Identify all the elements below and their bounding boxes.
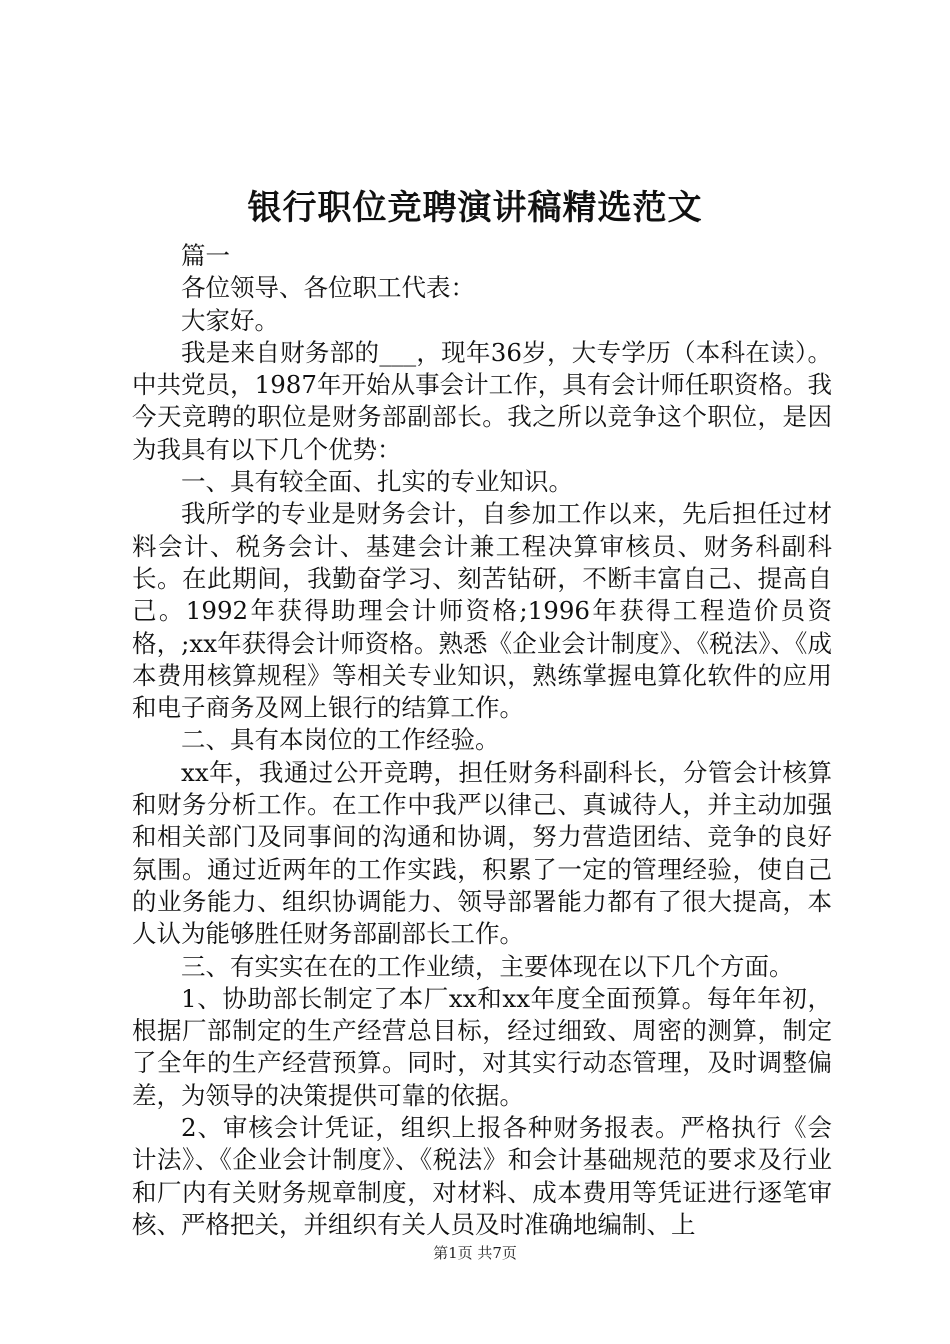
paragraph-experience: xx年，我通过公开竞聘，担任财务科副科长，分管会计核算和财务分析工作。在工作中我严以律己、真诚待人，并主动加强和相关部门及同事间的沟通和协调，努力营造团结、竞争的良好氛围。通过近两年的工作实践，积累了一定的管理经验，使自己的业务能力、组织协调能力、领导部署能力都有了很大提高，本人认为能够胜任财务部副部长工作。 bbox=[132, 757, 832, 949]
paragraph-salutation: 各位领导、各位职工代表： bbox=[181, 273, 475, 303]
paragraph-achievement-audit: 2、审核会计凭证，组织上报各种财务报表。严格执行《会计法》、《企业会计制度》、《税法》和会计基础规范的要求及行业和厂内有关财务规章制度，对材料、成本费用等凭证进行逐笔审核、严格把关，并组织有关人员及时准确地编制、上 bbox=[132, 1113, 832, 1239]
document-body bbox=[132, 240, 832, 1241]
paragraph-knowledge: 我所学的专业是财务会计，自参加工作以来，先后担任过材料会计、税务会计、基建会计兼工程决算审核员、财务科副科长。在此期间，我勤奋学习、刻苦钻研，不断丰富自己、提高自己。1992年获得助理会计师资格;1996年获得工程造价员资格，;xx年获得会计师资格。熟悉《企业会计制度》、《税法》、《成本费用核算规程》等相关专业知识，熟练掌握电算化软件的应用和电子商务及网上银行的结算工作。 bbox=[132, 499, 832, 723]
document-title: 银行职位竞聘演讲稿精选范文 bbox=[247, 188, 703, 228]
paragraph-heading-experience: 二、具有本岗位的工作经验。 bbox=[181, 725, 500, 755]
paragraph-achievement-budget: 1、协助部长制定了本厂xx和xx年度全面预算。每年年初，根据厂部制定的生产经营总目标，经过细致、周密的测算，制定了全年的生产经营预算。同时，对其实行动态管理，及时调整偏差，为领导的决策提供可靠的依据。 bbox=[132, 983, 832, 1110]
paragraph-section-label: 篇一 bbox=[181, 241, 230, 270]
paragraph-heading-knowledge: 一、具有较全面、扎实的专业知识。 bbox=[181, 467, 573, 497]
paragraph-heading-achievements: 三、有实实在在的工作业绩，主要体现在以下几个方面。 bbox=[181, 951, 794, 981]
paragraph-greeting: 大家好。 bbox=[181, 305, 279, 335]
paragraph-introduction: 我是来自财务部的___，现年36岁，大专学历（本科在读）。中共党员，1987年开始从事会计工作，具有会计师任职资格。我今天竞聘的职位是财务部副部长。我之所以竞争这个职位，是因为我具有以下几个优势： bbox=[132, 337, 832, 464]
page-number-footer: 第1页 共7页 bbox=[433, 1244, 517, 1262]
